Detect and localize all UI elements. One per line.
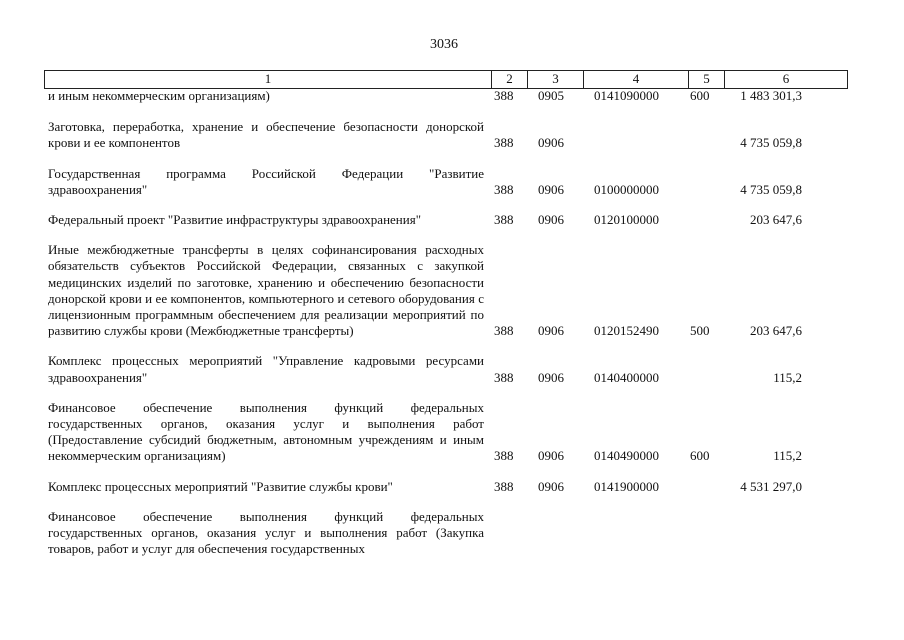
row-col-3: 0906	[538, 212, 564, 228]
header-col-1: 1	[45, 71, 492, 88]
table-row	[48, 242, 846, 339]
row-col-2: 388	[494, 323, 514, 339]
row-col-5: 600	[690, 88, 710, 103]
row-col-2: 388	[494, 369, 514, 385]
row-col-2: 388	[494, 478, 514, 494]
row-description: Финансовое обеспечение выполнения функций федеральных государственных органов, оказания услуг и выполнения работ (Закупка товаров, работ и услуг для обеспечения государственных	[48, 508, 484, 557]
row-col-6: 203 647,6	[750, 212, 802, 228]
header-col-4: 4	[584, 71, 689, 88]
row-col-6: 115,2	[773, 369, 802, 385]
header-col-2: 2	[492, 71, 528, 88]
row-description: Финансовое обеспечение выполнения функций федеральных государственных органов, оказания услуг и выполнения работ (Предоставление субсидий бюджетным, автономным учреждениям и иным некоммерческим организациям)	[48, 399, 484, 464]
row-col-4: 0100000000	[594, 181, 659, 197]
row-col-3: 0906	[538, 478, 564, 494]
row-col-3: 0906	[538, 181, 564, 197]
page-number: 3036	[430, 37, 458, 52]
row-col-4: 0120100000	[594, 212, 659, 228]
row-col-2: 388	[494, 212, 514, 228]
row-description: Комплекс процессных мероприятий "Управление кадровыми ресурсами здравоохранения"	[48, 353, 484, 385]
table-row	[48, 509, 846, 558]
row-col-2: 388	[494, 88, 514, 103]
row-col-3: 0906	[538, 369, 564, 385]
row-col-6: 4 735 059,8	[740, 135, 802, 151]
row-description: Иные межбюджетные трансферты в целях софинансирования расходных обязательств субъектов Российской Федерации, связанных с закупкой медицинских изделий по заготовке, хранению и обеспечению безопасности донорской крови и ее компонентов, компьютерного и сетевого оборудования с лицензионным программным обеспечением для реализации мероприятий по развитию службы крови (Межбюджетные трансферты)	[48, 242, 484, 339]
row-col-5: 500	[690, 323, 710, 339]
table-header	[44, 70, 848, 89]
row-col-6: 115,2	[773, 448, 802, 464]
row-col-2: 388	[494, 135, 514, 151]
row-col-3: 0906	[538, 323, 564, 339]
row-col-2: 388	[494, 448, 514, 464]
table-row	[48, 479, 846, 495]
table-row	[48, 88, 846, 104]
header-col-6: 6	[782, 71, 790, 86]
row-description: Государственная программа Российской Федерации "Развитие здравоохранения"	[48, 165, 484, 197]
row-description: Заготовка, переработка, хранение и обеспечение безопасности донорской крови и ее компонентов	[48, 119, 484, 151]
row-col-6: 203 647,6	[750, 323, 802, 339]
row-col-5: 600	[690, 448, 710, 464]
header-col-5: 5	[689, 71, 725, 88]
row-col-2: 388	[494, 181, 514, 197]
row-col-6: 1 483 301,3	[740, 88, 802, 103]
row-col-4: 0140400000	[594, 369, 659, 385]
row-col-3: 0906	[538, 135, 564, 151]
row-description: Комплекс процессных мероприятий "Развитие службы крови"	[48, 478, 393, 494]
table-row	[48, 166, 846, 198]
row-col-6: 4 735 059,8	[740, 181, 802, 197]
row-col-6: 4 531 297,0	[740, 478, 802, 494]
table-row	[48, 119, 846, 151]
row-col-3: 0906	[538, 448, 564, 464]
table-row	[48, 212, 846, 228]
row-col-4: 0140490000	[594, 448, 659, 464]
row-col-4: 0120152490	[594, 323, 659, 339]
table-row	[48, 400, 846, 465]
table-row	[48, 353, 846, 385]
table-body	[48, 88, 846, 571]
row-col-4: 0141900000	[594, 478, 659, 494]
row-col-4: 0141090000	[594, 88, 659, 103]
row-col-3: 0905	[538, 88, 564, 103]
header-col-3: 3	[528, 71, 584, 88]
row-description: и иным некоммерческим организациям)	[48, 88, 270, 103]
row-description: Федеральный проект "Развитие инфраструктуры здравоохранения"	[48, 212, 422, 228]
